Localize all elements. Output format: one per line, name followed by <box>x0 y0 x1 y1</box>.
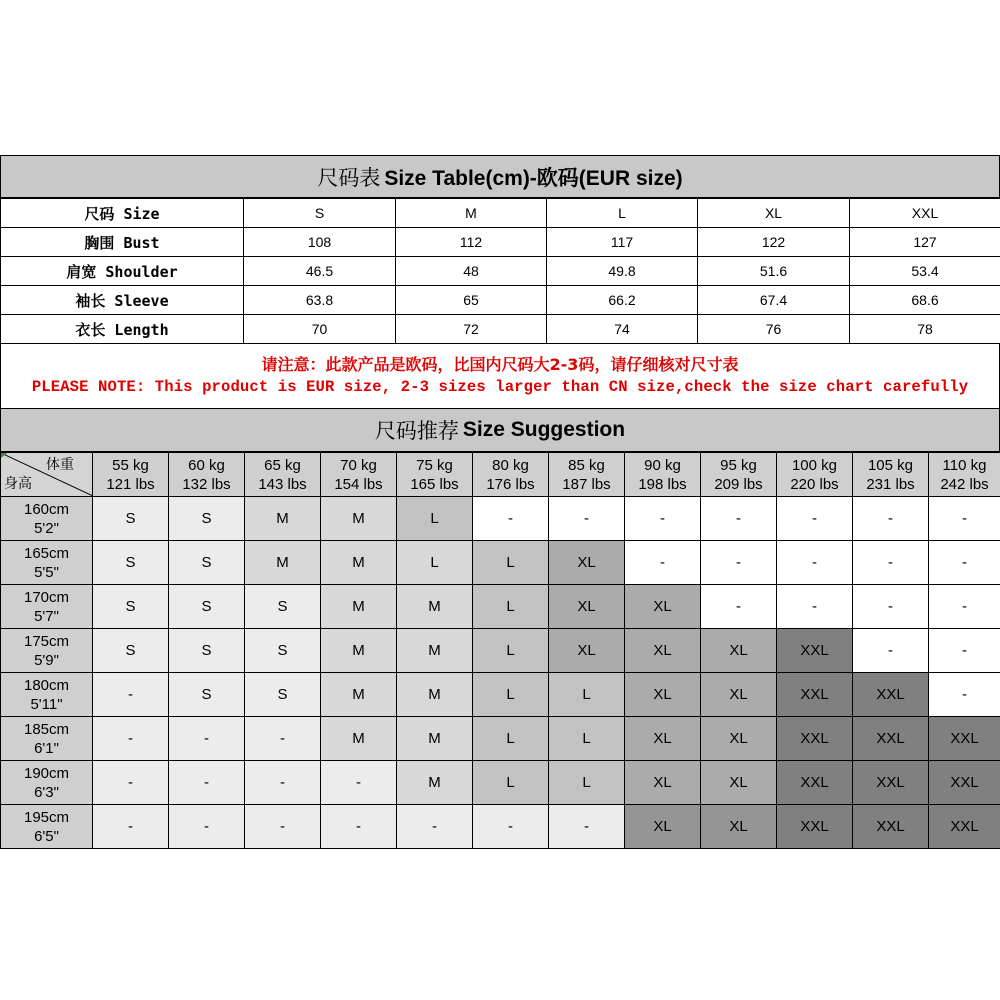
suggestion-cell: XXL <box>777 761 853 805</box>
suggestion-cell: XXL <box>853 805 929 849</box>
height-ft: 5'9" <box>34 651 59 669</box>
height-header <box>1 761 93 805</box>
suggestion-row <box>1 541 1000 585</box>
suggestion-cell: - <box>169 717 245 761</box>
suggestion-cell: - <box>853 585 929 629</box>
suggestion-cell: S <box>245 629 321 673</box>
size-table-title-en: Size Table(cm)-欧码(EUR size) <box>384 166 683 190</box>
weight-lbs: 176 lbs <box>486 475 535 493</box>
size-row-label: 肩宽 Shoulder <box>1 257 244 286</box>
suggestion-cell: - <box>245 805 321 849</box>
height-header <box>1 629 93 673</box>
suggestion-cell: - <box>169 761 245 805</box>
suggestion-cell: L <box>397 497 473 541</box>
suggestion-cell: L <box>549 673 625 717</box>
suggestion-cell: S <box>169 673 245 717</box>
suggestion-cell: XXL <box>853 761 929 805</box>
suggestion-row <box>1 497 1000 541</box>
size-cell: 117 <box>547 228 698 257</box>
suggestion-cell: M <box>245 541 321 585</box>
weight-kg: 65 kg <box>264 456 301 474</box>
suggestion-cell: - <box>321 805 397 849</box>
height-cm: 190cm <box>23 764 70 782</box>
weight-kg: 85 kg <box>568 456 605 474</box>
suggestion-cell: - <box>549 497 625 541</box>
suggestion-cell: XL <box>701 629 777 673</box>
suggestion-cell: - <box>473 497 549 541</box>
suggestion-cell: L <box>549 717 625 761</box>
suggestion-cell: - <box>777 585 853 629</box>
weight-kg: 100 kg <box>791 456 838 474</box>
size-cell: 46.5 <box>244 257 396 286</box>
suggestion-cell: L <box>473 541 549 585</box>
suggestion-cell: XXL <box>853 673 929 717</box>
height-header <box>1 673 93 717</box>
suggestion-cell: L <box>397 541 473 585</box>
size-cell: 78 <box>850 315 1000 344</box>
suggestion-row <box>1 805 1000 849</box>
suggestion-cell: L <box>549 761 625 805</box>
suggestion-cell: L <box>473 673 549 717</box>
suggestion-cell: XL <box>625 761 701 805</box>
weight-kg: 75 kg <box>416 456 453 474</box>
suggestion-cell: - <box>929 585 1000 629</box>
suggestion-cell: XXL <box>929 717 1000 761</box>
height-ft: 5'5" <box>34 563 59 581</box>
suggestion-cell: XL <box>549 629 625 673</box>
weight-lbs: 242 lbs <box>940 475 989 493</box>
weight-lbs: 165 lbs <box>410 475 459 493</box>
suggestion-cell: - <box>929 673 1000 717</box>
height-cm: 175cm <box>23 632 70 650</box>
suggestion-cell: M <box>397 629 473 673</box>
height-ft: 6'1" <box>34 739 59 757</box>
size-cell: 51.6 <box>698 257 850 286</box>
size-table-title <box>0 155 1000 198</box>
size-cell: M <box>396 199 547 228</box>
size-cell: 112 <box>396 228 547 257</box>
suggestion-cell: S <box>169 629 245 673</box>
size-cell: 74 <box>547 315 698 344</box>
suggestion-cell: - <box>93 761 169 805</box>
suggestion-cell: - <box>777 497 853 541</box>
suggestion-cell: XXL <box>853 717 929 761</box>
height-cm: 180cm <box>23 676 70 694</box>
suggestion-cell: XXL <box>929 805 1000 849</box>
weight-lbs: 231 lbs <box>866 475 915 493</box>
corner-weight-label: 体重 <box>46 457 74 473</box>
weight-header <box>853 453 929 497</box>
suggestion-cell: M <box>397 717 473 761</box>
suggestion-cell: S <box>93 541 169 585</box>
weight-kg: 60 kg <box>188 456 225 474</box>
suggestion-cell: - <box>93 717 169 761</box>
suggestion-cell: - <box>93 673 169 717</box>
size-cell: 65 <box>396 286 547 315</box>
suggestion-cell: S <box>245 673 321 717</box>
weight-header <box>321 453 397 497</box>
note-zh: 请注意：此款产品是欧码，比国内尺码大2-3码，请仔细核对尺寸表 <box>261 355 739 374</box>
size-row <box>1 286 1000 315</box>
suggestion-cell: M <box>397 585 473 629</box>
height-header <box>1 497 93 541</box>
suggestion-cell: XL <box>701 673 777 717</box>
suggestion-cell: - <box>701 497 777 541</box>
suggestion-cell: M <box>397 761 473 805</box>
weight-header <box>625 453 701 497</box>
suggestion-cell: XL <box>625 805 701 849</box>
size-cell: 68.6 <box>850 286 1000 315</box>
weight-lbs: 220 lbs <box>790 475 839 493</box>
suggestion-cell: XXL <box>929 761 1000 805</box>
weight-kg: 95 kg <box>720 456 757 474</box>
suggestion-cell: S <box>169 585 245 629</box>
height-header <box>1 717 93 761</box>
size-row-label: 尺码 Size <box>1 199 244 228</box>
weight-header <box>777 453 853 497</box>
size-row-label: 袖长 Sleeve <box>1 286 244 315</box>
suggestion-cell: XXL <box>777 673 853 717</box>
suggestion-cell: - <box>625 497 701 541</box>
size-cell: XXL <box>850 199 1000 228</box>
suggestion-cell: XL <box>549 541 625 585</box>
weight-header <box>245 453 321 497</box>
weight-lbs: 187 lbs <box>562 475 611 493</box>
weight-kg: 105 kg <box>867 456 914 474</box>
suggestion-cell: XL <box>549 585 625 629</box>
suggestion-cell: M <box>321 673 397 717</box>
suggestion-cell: M <box>245 497 321 541</box>
size-cell: 48 <box>396 257 547 286</box>
size-table-title-zh: 尺码表 <box>317 165 381 190</box>
weight-kg: 80 kg <box>492 456 529 474</box>
size-cell: S <box>244 199 396 228</box>
suggestion-title-zh: 尺码推荐 <box>374 419 459 443</box>
size-cell: 49.8 <box>547 257 698 286</box>
suggestion-cell: XL <box>625 673 701 717</box>
weight-header <box>397 453 473 497</box>
suggestion-cell: M <box>321 629 397 673</box>
corner-height-label: 身高 <box>4 476 32 492</box>
size-cell: L <box>547 199 698 228</box>
suggestion-cell: XXL <box>777 805 853 849</box>
suggestion-cell: M <box>397 673 473 717</box>
suggestion-cell: - <box>245 717 321 761</box>
suggestion-cell: - <box>853 541 929 585</box>
suggestion-cell: - <box>701 585 777 629</box>
suggestion-cell: XL <box>625 717 701 761</box>
size-cell: 63.8 <box>244 286 396 315</box>
suggestion-row <box>1 585 1000 629</box>
weight-lbs: 143 lbs <box>258 475 307 493</box>
suggestion-cell: XL <box>625 629 701 673</box>
size-row <box>1 257 1000 286</box>
suggestion-cell: L <box>473 585 549 629</box>
suggestion-cell: - <box>929 541 1000 585</box>
suggestion-cell: XL <box>701 761 777 805</box>
suggestion-cell: S <box>245 585 321 629</box>
height-ft: 5'7" <box>34 607 59 625</box>
weight-kg: 90 kg <box>644 456 681 474</box>
suggestion-cell: S <box>169 497 245 541</box>
size-chart <box>0 155 1000 849</box>
suggestion-row <box>1 673 1000 717</box>
suggestion-cell: M <box>321 717 397 761</box>
height-cm: 195cm <box>23 808 70 826</box>
suggestion-cell: XXL <box>777 717 853 761</box>
suggestion-cell: - <box>929 497 1000 541</box>
height-ft: 6'5" <box>34 827 59 845</box>
size-row-label: 胸围 Bust <box>1 228 244 257</box>
suggestion-cell: S <box>93 629 169 673</box>
suggestion-row <box>1 761 1000 805</box>
size-note <box>0 344 1000 408</box>
suggestion-table <box>0 452 1000 849</box>
size-cell: 72 <box>396 315 547 344</box>
suggestion-cell: S <box>169 541 245 585</box>
size-cell: 67.4 <box>698 286 850 315</box>
weight-header <box>929 453 1000 497</box>
height-cm: 185cm <box>23 720 70 738</box>
weight-kg: 70 kg <box>340 456 377 474</box>
suggestion-cell: S <box>93 585 169 629</box>
suggestion-cell: XL <box>701 717 777 761</box>
suggestion-cell: - <box>321 761 397 805</box>
height-header <box>1 541 93 585</box>
size-row-label: 衣长 Length <box>1 315 244 344</box>
suggestion-cell: - <box>473 805 549 849</box>
weight-header <box>701 453 777 497</box>
suggestion-cell: - <box>397 805 473 849</box>
suggestion-cell: XL <box>625 585 701 629</box>
size-cell: 70 <box>244 315 396 344</box>
suggestion-title <box>0 408 1000 452</box>
weight-lbs: 132 lbs <box>182 475 231 493</box>
suggestion-cell: XL <box>701 805 777 849</box>
corner-cell <box>1 453 93 497</box>
height-header <box>1 805 93 849</box>
height-ft: 5'2" <box>34 519 59 537</box>
suggestion-cell: - <box>93 805 169 849</box>
suggestion-row <box>1 629 1000 673</box>
size-row <box>1 315 1000 344</box>
height-header <box>1 585 93 629</box>
suggestion-cell: - <box>929 629 1000 673</box>
suggestion-cell: - <box>701 541 777 585</box>
height-cm: 165cm <box>23 544 70 562</box>
suggestion-cell: L <box>473 761 549 805</box>
suggestion-cell: - <box>777 541 853 585</box>
height-cm: 170cm <box>23 588 70 606</box>
size-row <box>1 228 1000 257</box>
weight-header <box>169 453 245 497</box>
suggestion-title-en: Size Suggestion <box>462 418 626 441</box>
suggestion-cell: M <box>321 541 397 585</box>
suggestion-cell: - <box>549 805 625 849</box>
weight-lbs: 154 lbs <box>334 475 383 493</box>
weight-header <box>473 453 549 497</box>
size-row <box>1 199 1000 228</box>
weight-header <box>93 453 169 497</box>
suggestion-cell: XXL <box>777 629 853 673</box>
height-ft: 5'11" <box>30 695 63 713</box>
height-cm: 160cm <box>23 500 70 518</box>
size-cell: 53.4 <box>850 257 1000 286</box>
suggestion-cell: - <box>625 541 701 585</box>
suggestion-cell: M <box>321 585 397 629</box>
weight-kg: 55 kg <box>112 456 149 474</box>
weight-header <box>549 453 625 497</box>
weight-lbs: 209 lbs <box>714 475 763 493</box>
size-cell: 76 <box>698 315 850 344</box>
size-cell: XL <box>698 199 850 228</box>
size-cell: 127 <box>850 228 1000 257</box>
weight-lbs: 121 lbs <box>106 475 155 493</box>
suggestion-cell: S <box>93 497 169 541</box>
size-cell: 66.2 <box>547 286 698 315</box>
suggestion-cell: - <box>853 629 929 673</box>
note-en: PLEASE NOTE: This product is EUR size, 2-3 sizes larger than CN size,check the size chart carefully <box>31 378 969 396</box>
suggestion-cell: - <box>245 761 321 805</box>
weight-lbs: 198 lbs <box>638 475 687 493</box>
size-cell: 108 <box>244 228 396 257</box>
suggestion-row <box>1 717 1000 761</box>
height-ft: 6'3" <box>34 783 59 801</box>
suggestion-cell: - <box>169 805 245 849</box>
suggestion-cell: M <box>321 497 397 541</box>
size-table <box>0 198 1000 344</box>
suggestion-cell: L <box>473 629 549 673</box>
size-cell: 122 <box>698 228 850 257</box>
weight-kg: 110 kg <box>942 456 987 474</box>
suggestion-cell: L <box>473 717 549 761</box>
suggestion-cell: - <box>853 497 929 541</box>
